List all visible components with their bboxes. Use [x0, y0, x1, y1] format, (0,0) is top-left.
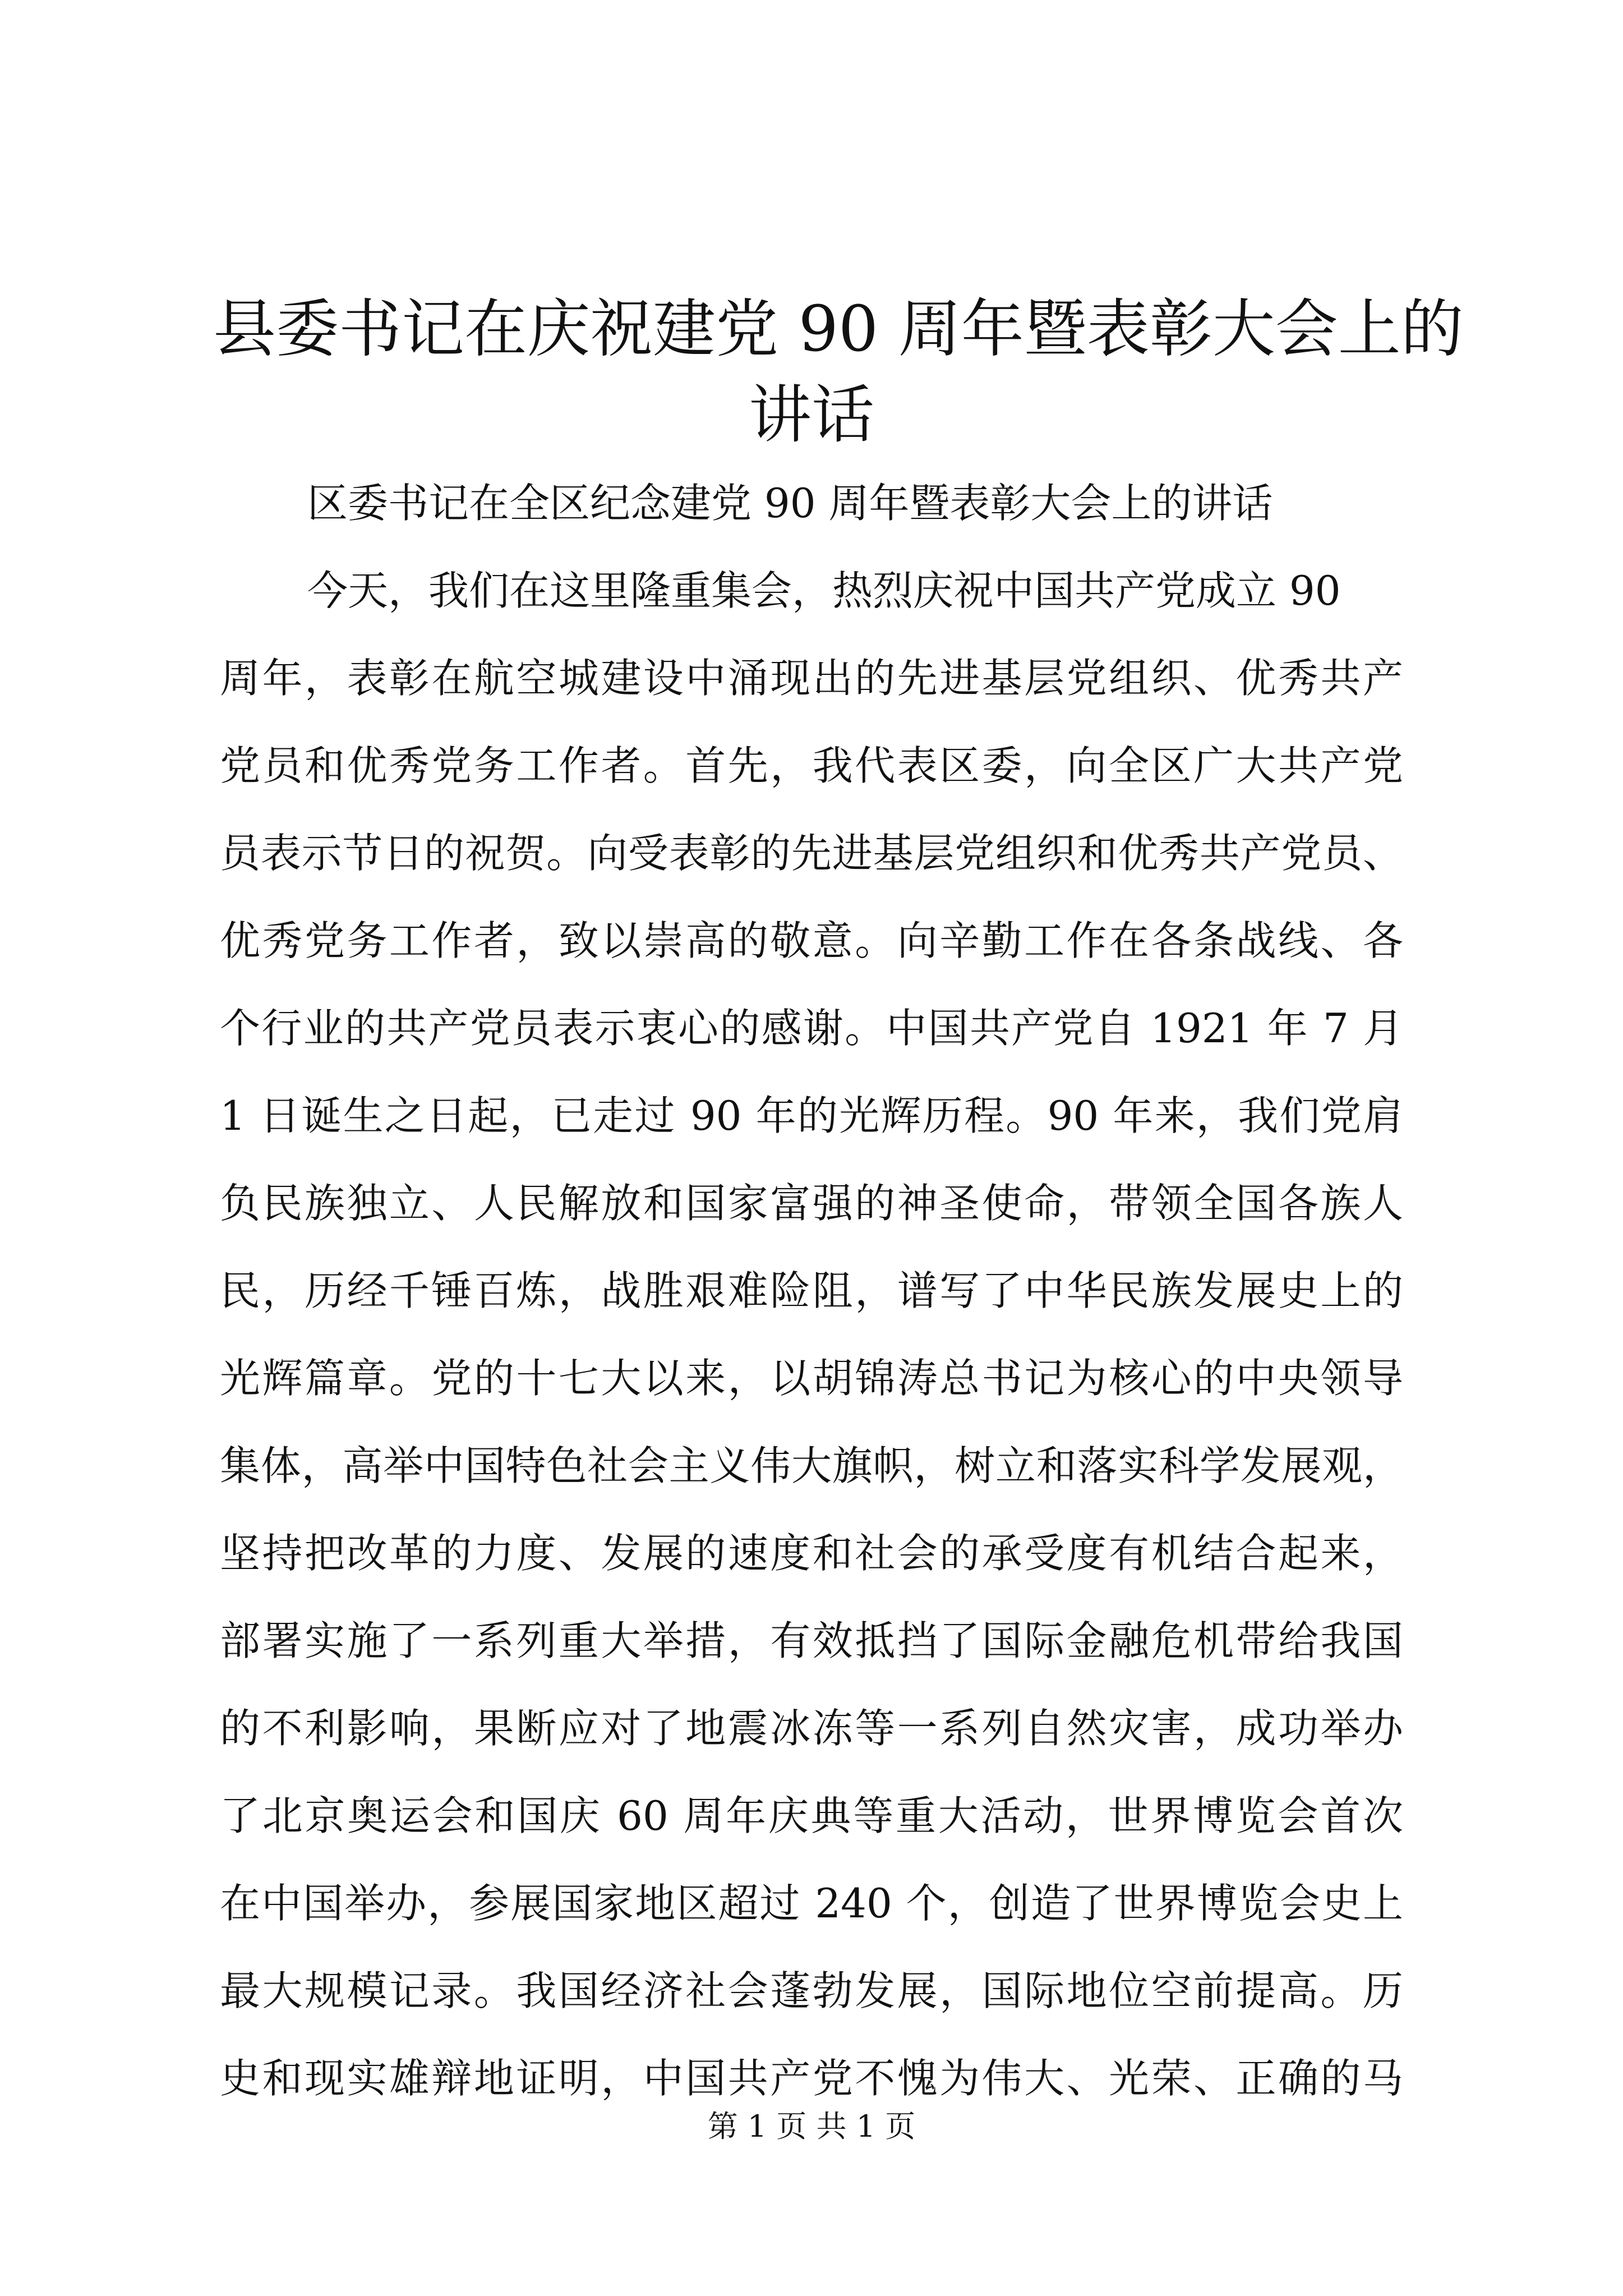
body-line: 的不利影响，果断应对了地震冰冻等一系列自然灾害，成功举办 — [220, 1705, 1403, 1752]
body-line: 党员和优秀党务工作者。首先，我代表区委，向全区广大共产党 — [220, 742, 1403, 789]
body-line: 坚持把改革的力度、发展的速度和社会的承受度有机结合起来， — [220, 1530, 1403, 1577]
body-line: 员表示节日的祝贺。向受表彰的先进基层党组织和优秀共产党员、 — [220, 830, 1403, 877]
body-line: 1 日诞生之日起，已走过 90 年的光辉历程。90 年来，我们党肩 — [220, 1092, 1403, 1139]
body-line: 在中国举办，参展国家地区超过 240 个，创造了世界博览会史上 — [220, 1880, 1403, 1927]
body-line: 光辉篇章。党的十七大以来，以胡锦涛总书记为核心的中央领导 — [220, 1355, 1403, 1402]
body-line: 部署实施了一系列重大举措，有效抵挡了国际金融危机带给我国 — [220, 1617, 1403, 1664]
document-title-line-2: 讲话 — [749, 379, 874, 452]
page-number-footer: 第 1 页 共 1 页 — [707, 2109, 916, 2144]
body-line: 优秀党务工作者，致以崇高的敬意。向辛勤工作在各条战线、各 — [220, 917, 1403, 964]
body-line: 民，历经千锤百炼，战胜艰难险阻，谱写了中华民族发展史上的 — [220, 1267, 1403, 1314]
body-line: 今天，我们在这里隆重集会，热烈庆祝中国共产党成立 90 — [307, 567, 1341, 614]
body-line: 个行业的共产党员表示衷心的感谢。中国共产党自 1921 年 7 月 — [220, 1005, 1403, 1052]
body-line: 负民族独立、人民解放和国家富强的神圣使命，带领全国各族人 — [220, 1180, 1403, 1227]
subtitle-line: 区委书记在全区纪念建党 90 周年暨表彰大会上的讲话 — [307, 480, 1273, 527]
body-line: 集体，高举中国特色社会主义伟大旗帜，树立和落实科学发展观， — [220, 1442, 1403, 1489]
body-line: 了北京奥运会和国庆 60 周年庆典等重大活动，世界博览会首次 — [220, 1792, 1403, 1839]
body-line: 史和现实雄辩地证明，中国共产党不愧为伟大、光荣、正确的马 — [220, 2055, 1403, 2102]
body-line: 最大规模记录。我国经济社会蓬勃发展，国际地位空前提高。历 — [220, 1967, 1403, 2014]
body-line: 周年，表彰在航空城建设中涌现出的先进基层党组织、优秀共产 — [220, 655, 1403, 702]
document-title-line-1: 县委书记在庆祝建党 90 周年暨表彰大会上的 — [213, 293, 1464, 366]
